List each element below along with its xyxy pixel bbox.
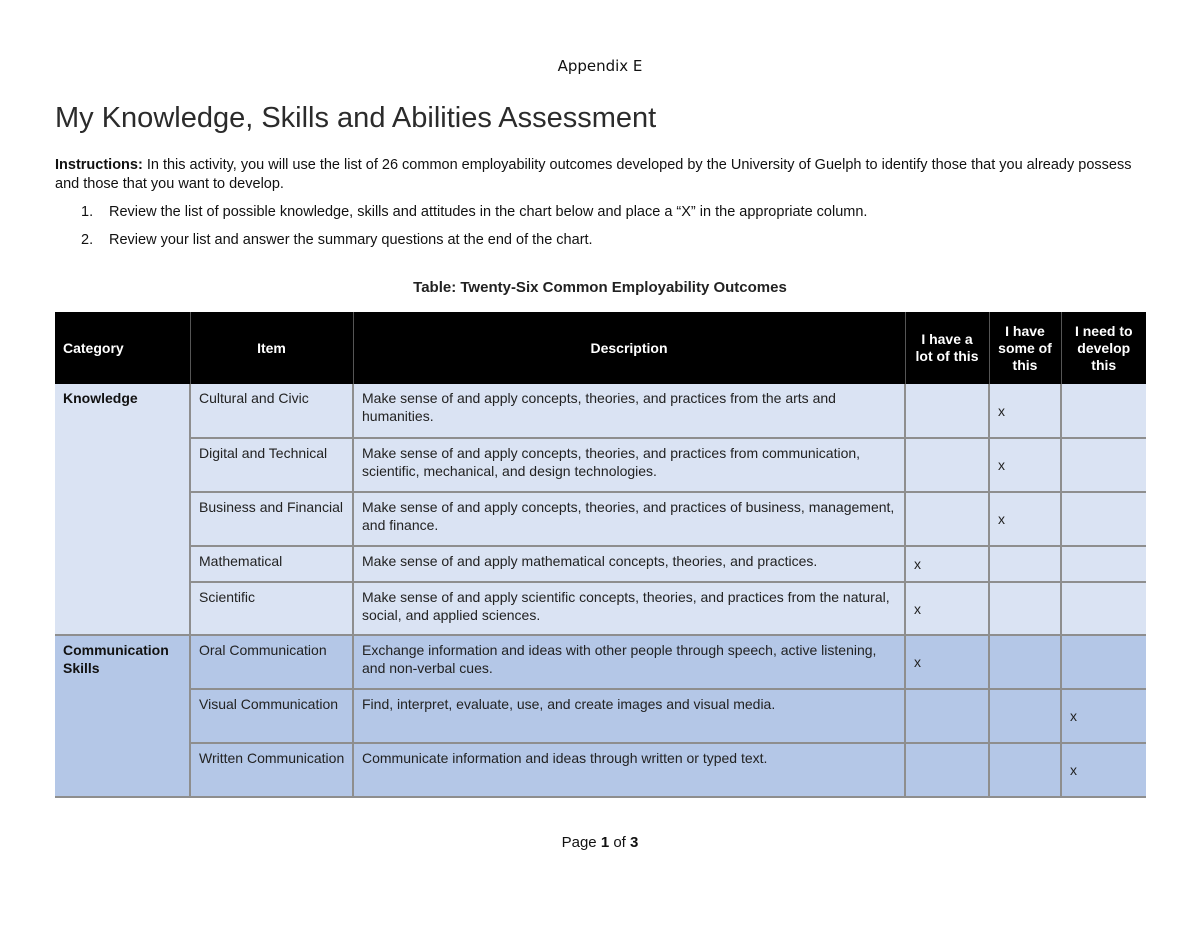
have-lot-cell[interactable]	[905, 492, 989, 546]
table-row	[55, 492, 1146, 546]
need-develop-cell[interactable]	[1061, 546, 1146, 582]
item-cell: Oral Communication	[190, 635, 353, 689]
description-cell: Communicate information and ideas through written or typed text.	[353, 743, 905, 797]
description-cell: Exchange information and ideas with other people through speech, active listening, and non-verbal cues.	[353, 635, 905, 689]
description-cell: Make sense of and apply concepts, theories, and practices from communication, scientific, mechanical, and design technologies.	[353, 438, 905, 492]
page-of: of	[613, 834, 626, 851]
have-lot-cell[interactable]: x	[905, 582, 989, 635]
header-description: Description	[353, 312, 905, 384]
need-develop-cell[interactable]	[1061, 438, 1146, 492]
table-row	[55, 582, 1146, 635]
have-lot-cell[interactable]	[905, 689, 989, 743]
item-cell: Written Communication	[190, 743, 353, 797]
need-develop-cell[interactable]: x	[1061, 743, 1146, 797]
page-title: My Knowledge, Skills and Abilities Assessment	[55, 102, 657, 134]
table-row	[55, 635, 1146, 689]
table-row	[55, 438, 1146, 492]
page-label: Page	[561, 834, 597, 851]
table-row	[55, 546, 1146, 582]
step-item	[55, 203, 1150, 231]
header-need-develop: I need to develop this	[1061, 312, 1146, 384]
table-row	[55, 384, 1146, 438]
table-row	[55, 743, 1146, 797]
have-lot-cell[interactable]	[905, 438, 989, 492]
have-some-cell[interactable]: x	[989, 492, 1061, 546]
category-cell: Knowledge	[55, 384, 190, 635]
outcomes-table	[55, 312, 1146, 798]
have-some-cell[interactable]	[989, 546, 1061, 582]
step-text: Review the list of possible knowledge, skills and attitudes in the chart below and place a “X” in the appropriate column.	[109, 204, 868, 220]
have-some-cell[interactable]: x	[989, 438, 1061, 492]
table-caption: Table: Twenty-Six Common Employability Outcomes	[413, 279, 787, 296]
appendix-label: Appendix E	[557, 57, 643, 75]
have-some-cell[interactable]	[989, 743, 1061, 797]
have-some-cell[interactable]	[989, 582, 1061, 635]
have-some-cell[interactable]	[989, 689, 1061, 743]
step-number: 1.	[81, 204, 94, 220]
instructions-text: In this activity, you will use the list of 26 common employability outcomes developed by the University of Guelph to identify those that you already possess and those that you want to develop.	[55, 157, 1132, 192]
item-cell: Visual Communication	[190, 689, 353, 743]
description-cell: Make sense of and apply concepts, theories, and practices of business, management, and finance.	[353, 492, 905, 546]
description-cell: Make sense of and apply scientific concepts, theories, and practices from the natural, social, and applied sciences.	[353, 582, 905, 635]
step-item	[55, 231, 1150, 259]
category-cell: Communication Skills	[55, 635, 190, 797]
header-have-some: I have some of this	[989, 312, 1061, 384]
item-cell: Mathematical	[190, 546, 353, 582]
description-cell: Make sense of and apply concepts, theories, and practices from the arts and humanities.	[353, 384, 905, 438]
step-text: Review your list and answer the summary questions at the end of the chart.	[109, 232, 593, 248]
table-row	[55, 689, 1146, 743]
description-cell: Make sense of and apply mathematical concepts, theories, and practices.	[353, 546, 905, 582]
item-cell: Business and Financial	[190, 492, 353, 546]
instructions-label: Instructions:	[55, 157, 143, 173]
header-category: Category	[55, 312, 190, 384]
instructions	[55, 156, 1150, 194]
description-cell: Find, interpret, evaluate, use, and create images and visual media.	[353, 689, 905, 743]
have-some-cell[interactable]: x	[989, 384, 1061, 438]
page-total: 3	[630, 834, 639, 851]
need-develop-cell[interactable]	[1061, 635, 1146, 689]
item-cell: Scientific	[190, 582, 353, 635]
page-current: 1	[600, 834, 610, 851]
have-lot-cell[interactable]	[905, 743, 989, 797]
need-develop-cell[interactable]: x	[1061, 689, 1146, 743]
header-have-lot: I have a lot of this	[905, 312, 989, 384]
page-footer	[0, 834, 1200, 851]
item-cell: Digital and Technical	[190, 438, 353, 492]
table-header-row	[55, 312, 1146, 384]
have-lot-cell[interactable]	[905, 384, 989, 438]
step-number: 2.	[81, 232, 94, 248]
need-develop-cell[interactable]	[1061, 492, 1146, 546]
have-some-cell[interactable]	[989, 635, 1061, 689]
need-develop-cell[interactable]	[1061, 384, 1146, 438]
steps-list	[55, 203, 1150, 259]
have-lot-cell[interactable]: x	[905, 546, 989, 582]
item-cell: Cultural and Civic	[190, 384, 353, 438]
have-lot-cell[interactable]: x	[905, 635, 989, 689]
header-item: Item	[190, 312, 353, 384]
need-develop-cell[interactable]	[1061, 582, 1146, 635]
